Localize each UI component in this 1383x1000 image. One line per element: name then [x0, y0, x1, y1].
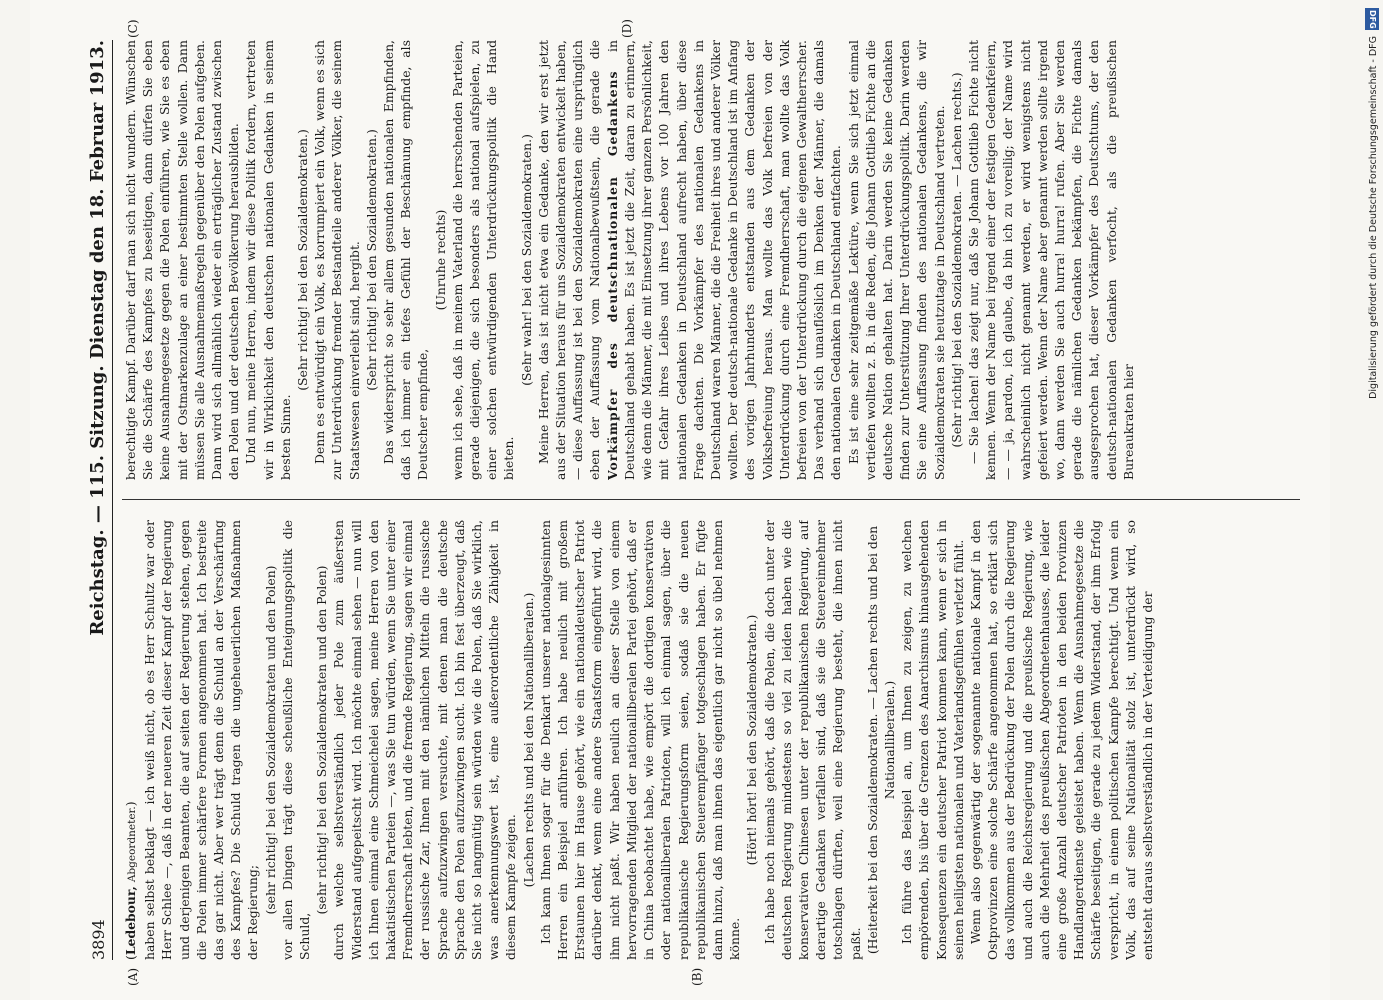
paragraph: — Sie lachen! das zeigt nur, daß Sie Johann Gottlieb Fichte nicht kennen. Wenn der Name bei irgend einer der festigen Gedenkfeiern, — — ja, pardon, ich glaube, da bin ich zu voreilig; der Name wird wahrscheinlich nicht genannt werden, er wird wenigstens nicht gefeiert werden. Wenn der Name aber genannt werden sollte irgend wo, dann werden Sie auch hurra! hurra! rufen. Aber Sie werden gerade die nämlichen Gedanken bekämpfen, die Fichte damals ausgesprochen hat, dieser Vorkämpfer des Deutschtums, der den deutsch-nationalen Gedanken verfocht, als die preußischen Bureaukraten hier [965, 40, 1136, 480]
margin-marker-b: (B) [690, 967, 704, 986]
interjection: (Unruhe rechts) [432, 209, 448, 311]
paragraph: Es ist eine sehr zeitgemäße Lektüre, wenn Sie sich jetzt einmal vertiefen wollten z. B. in die Reden, die Johann Gottlieb Fichte an die deutsche Nation gehalten hat. Darin werden Sie keine Gedanken finden zur Unterstützung Ihrer Unterdrückungspolitik. Darin werden Sie eine Auffassung finden des nationalen Gedankens, die wir Sozialdemokraten sie heutzutage in Deutschland vertreten. [845, 40, 947, 480]
margin-marker-c: (C) [126, 19, 140, 38]
paragraph: Ich kann Ihnen sogar für die Denkart unserer nationalgesinnten Herren ein Beispiel anführen. Ich habe neulich mit großem Erstaunen hier im Hause gehört, wie ein nationaldeutscher Patriot darüber denkt, wenn eine andere Staatsform eingeführt wird, die ihm nicht paßt. Wir haben neulich an dieser Stelle von einem hervorragenden Mitglied der nationalliberalen Partei gehört, daß er in China beobachtet habe, wie empört die dortigen konservativen oder nationalliberalen Patrioten, will ich einmal sagen, über die republikanische Regierungsform seien, sodaß sie die neuen republikanischen Steuerempfänger totgeschlagen haben. Er fügte dann hinzu, daß man ihnen das eigentlich gar nicht so übel nehmen könne. [537, 520, 743, 960]
column-divider [122, 499, 1300, 500]
header-divider [112, 40, 113, 960]
paragraph [535, 40, 845, 480]
interjection: (Sehr richtig! bei den Sozialdemokraten.) [295, 129, 311, 391]
right-column [122, 40, 1305, 480]
document-page [30, 0, 1330, 1000]
page-header [70, 40, 108, 960]
page-number: 3894 [89, 919, 108, 960]
paragraph: Wenn also gegenwärtig der sogenannte nationale Kampf in den Ostprovinzen eine solche Schärfe angenommen hat, so erklärt sich das vollkommen aus der Bedrückung der Polen durch die Regierung und auch die Reichsregierung und die preußische Regierung, wie auch die Mehrheit des preußischen Abgeordnetenhauses, die leider eine große Anzahl deutscher Patrioten in den beiden Provinzen Handlangerdienste geleistet haben. Wenn die Ausnahmegesetze die Schärfe beseitigen, die gerade zu jedem Widerstand, der ihm Erfolg verspricht, in einem politischen Kampfe berechtigt. Und wenn ein Volk, das auf seine Nationalität stolz ist, unterdrückt wird, so entsteht daraus selbstverständlich in der Verteidigung der [967, 520, 1155, 960]
paragraph: Ich führe das Beispiel an, um Ihnen zu zeigen, zu welchen empörenden, bis über die Grenzen des Anarchismus hinausgehenden Konsequenzen ein deutscher Patriot kommen kann, wenn er sich in seinen heiligsten nationalen und Vaterlandsgefühlen verletzt fühlt. [899, 520, 966, 960]
speaker-role: Abgeordneter. [126, 806, 138, 883]
paragraph: Denn es entwürdigt ein Volk, es korrumpiert ein Volk, wenn es sich zur Unterdrückung fremder Bestandteile anderer Völker, die seinem Staatswesen einverleibt sind, hergibt. [312, 40, 362, 480]
margin-marker-a: (A) [126, 967, 140, 986]
funding-note: Digitalisierung gefördert durch die Deutsche Forschungsgemeinschaft - DFG [1368, 36, 1379, 399]
emphasized-text: Vorkämpfer des deutschnationalen Gedankens [604, 70, 620, 480]
paragraph: Das widerspricht so sehr allem gesunden nationalen Empfinden, daß ich immer ein tiefes Gefühl der Beschämung empfinde, als Deutscher empfinde, [381, 40, 431, 480]
interjection: (Sehr wahr! bei den Sozialdemokraten.) [518, 134, 534, 386]
paragraph: Und nun, meine Herren, indem wir diese Politik fordern, vertreten wir in Wirklichkeit den deutschen nationalen Gedanken in seinem besten Sinne. [243, 40, 293, 480]
speaker-line: (Ledebour, Abgeordneter.) [123, 801, 138, 960]
interjection: (sehr richtig! bei den Sozialdemokraten und den Polen) [314, 565, 330, 915]
paragraph: durch welche selbstverständlich jeder Pole zum äußersten Widerstand aufgepeitscht wird. Ich möchte einmal sehen — nun will ich Ihnen einmal eine Schmeichelei sagen, meine Herren von den hakatistischen Parteien —, was Sie tun würden, wenn Sie unter einer Fremdherrschaft lebten, und die fremde Regierung, sagen wir einmal der russische Zar, Ihnen mit den nämlichen Mitteln die russische Sprache aufzuzwingen versuchte, mit denen man die deutsche Sprache den Polen aufzuzwingen sucht. Ich bin fest überzeugt, daß Sie nicht so langmütig sein würden wie die Polen, daß Sie wirklich, was anerkennungswert ist, eine außerordentliche Zähigkeit in diesem Kampfe zeigen. [331, 520, 519, 960]
interjection: (Sehr richtig! bei den Sozialdemokraten. — Lachen rechts.) [948, 72, 964, 448]
digitization-sidebar [1361, 0, 1383, 1000]
paragraph: berechtigte Kampf. Darüber darf man sich nicht wundern. Wünschen Sie die Schärfe des Kampfes zu beseitigen, dann dürfen Sie eben keine Ausnahmegesetze gegen die Polen einführen, wie Sie es eben mit der Ostmarkenzulage an einer bestimmten Stelle wollen. Dann müssen Sie alle Ausnahmemaßregeln gegenüber den Polen aufgeben. Dann wird sich allmählich wieder ein erträglicher Zustand zwischen den Polen und der deutschen Bevölkerung herausbilden. [123, 40, 242, 480]
dfg-logo: DFG [1365, 8, 1379, 30]
interjection: (Lachen rechts und bei den Nationalliberalen.) [520, 592, 536, 888]
interjection: (sehr richtig! bei den Sozialdemokraten und den Polen) [262, 565, 278, 915]
page-title: Reichstag. — 115. Sitzung. Dienstag den 18. Februar 1913. [87, 40, 108, 636]
left-column [122, 520, 1305, 960]
interjection: (Sehr richtig! bei den Sozialdemokraten.) [363, 129, 379, 391]
paragraph: wenn ich sehe, daß in meinem Vaterland die herrschenden Parteien, gerade diejenigen, die sich besonders als national aufspielen, zu einer solchen entwürdigenden Unterdrückungspolitik die Hand bieten. [449, 40, 517, 480]
paragraph: vor allen Dingen trägt diese scheußliche Enteignungspolitik die Schuld, [279, 520, 313, 960]
paragraph: haben selbst beklagt — ich weiß nicht, ob es Herr Schultz war oder Herr Schlee —, daß in der neueren Zeit dieser Kampf der Regierung und derjenigen Beamten, die auf seiten der Regierung stehen, gegen die Polen immer schärfere Formen angenommen hat. Ich bestreite das gar nicht. Aber wer trägt denn die Schuld an der Verschärfung des Kampfes? Die Schuld tragen die ungeheuerlichen Maßnahmen der Regierung; [142, 520, 261, 960]
paragraph: Ich habe noch niemals gehört, daß die Polen, die doch unter der deutschen Regierung mindestens so viel zu leiden haben wie die konservativen Chinesen unter der republikanischen Regierung, auf derartige Gedanken verfallen sind, daß sie die Steuereinnehmer totschlagen dürften, weil eine Regierung besteht, die ihnen nicht paßt. [761, 520, 863, 960]
interjection: (Hört! hört! bei den Sozialdemokraten.) [744, 614, 760, 866]
paragraph-text: Meine Herren, das ist nicht etwa ein Gedanke, den wir erst jetzt aus der Situation heraus für uns Sozialdemokraten entwickelt haben, — diese Auffassung ist bei den Sozialdemokraten eine ursprünglich eben der Auffassung vom Nationalbewußtsein, die gerade die [535, 40, 603, 480]
speaker-name: Ledebour, [123, 886, 138, 956]
margin-marker-d: (D) [620, 19, 634, 38]
paragraph-text: in Deutschland gehabt haben. Es ist jetzt die Zeit, daran zu erinnern, wie denn die Männer, die mit Einsetzung ihrer ganzen Persönlichkeit, mit Gefahr ihres Leibes und ihres Lebens vor 100 Jahren den nationalen Gedanken in Deutschland aufrecht haben, über diese Frage dachten. Die Vorkämpfer des nationalen Gedankens in Deutschland waren Männer, die die Freiheit ihres und anderer Völker wollten. Der deutsch-nationale Gedanke in Deutschland ist im Anfang des vorigen Jahrhunderts entstanden aus dem Gedanken der Volksbefreiung heraus. Man wollte das Volk befreien von der Unterdrückung durch eine Fremdherrschaft, man wollte das Volk befreien von der Unterdrückung durch die eigenen Gewaltherrscher. Das verband sich unauflöslich im Denken der Männer, die damals den nationalen Gedanken in Deutschland entfachten. [604, 40, 844, 480]
interjection: (Heiterkeit bei den Sozialdemokraten. — Lachen rechts und bei den Nationalliberalen.) [864, 525, 897, 955]
